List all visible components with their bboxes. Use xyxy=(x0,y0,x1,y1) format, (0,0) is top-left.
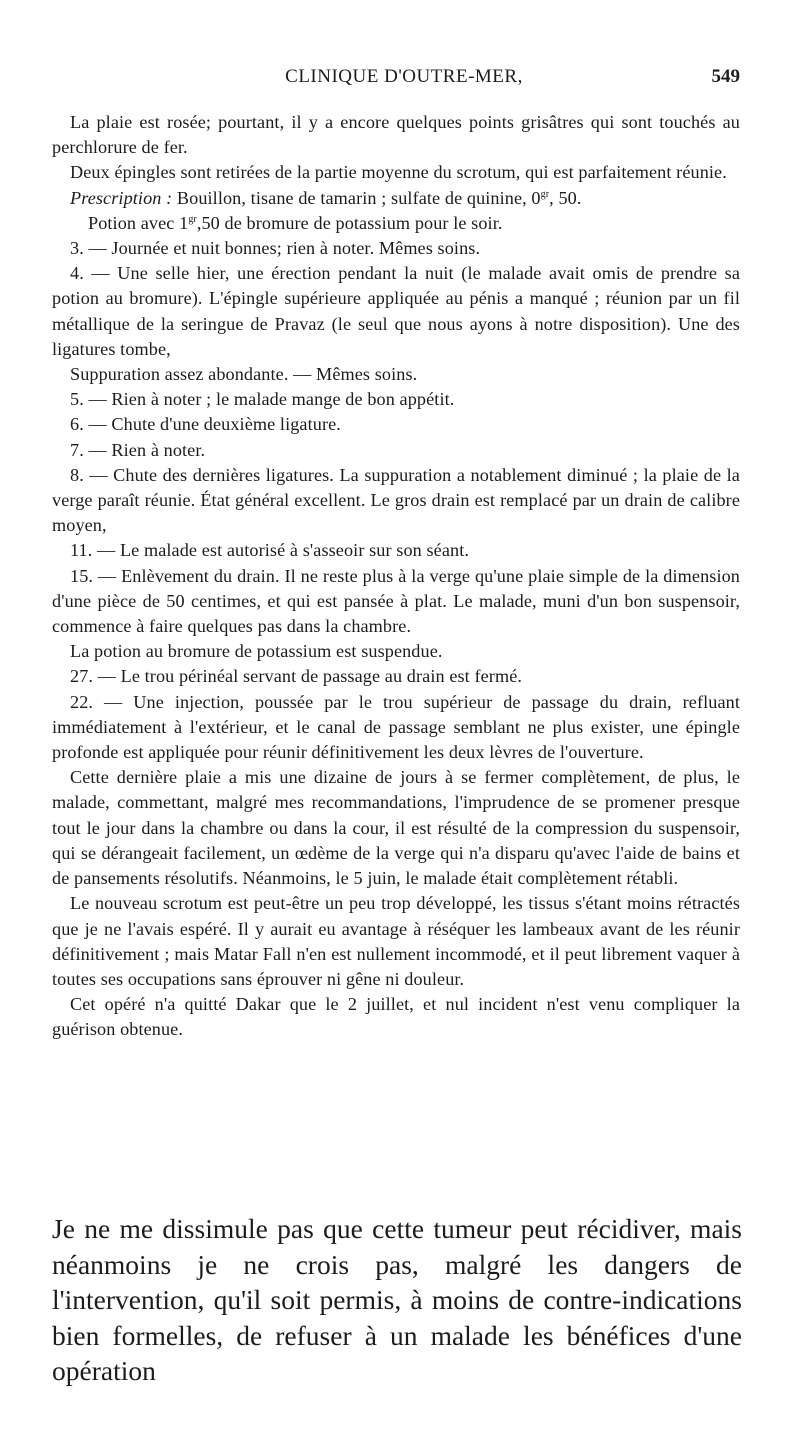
unit-superscript: gr xyxy=(188,213,197,225)
paragraph: Suppuration assez abondante. — Mêmes soins. xyxy=(70,364,418,385)
body-text xyxy=(52,110,740,1043)
paragraph: 27. — Le trou périnéal servant de passage au drain est fermé. xyxy=(70,666,523,687)
prescription-paragraph xyxy=(52,186,740,211)
paragraph: Deux épingles sont retirées de la partie moyenne du scrotum, qui est parfaitement réunie. xyxy=(70,162,727,183)
paragraph: La potion au bromure de potassium est suspendue. xyxy=(70,641,443,662)
running-title: CLINIQUE D'OUTRE-MER, xyxy=(285,66,523,87)
paragraph: 22. — Une injection, poussée par le trou supérieur de passage du drain, refluant immédiatement à l'extérieur, et le canal de passage semblant ne plus exister, une épingle profonde est appliquée pour réunir définitivement les deux lèvres de l'ouverture. xyxy=(52,691,740,763)
prescription-label: Prescription : xyxy=(70,187,173,208)
paragraph: 7. — Rien à noter. xyxy=(70,439,206,460)
closing-paragraph: Je ne me dissimule pas que cette tumeur peut récidiver, mais néanmoins je ne crois pas, malgré les dangers de l'intervention, qu'il soit permis, à moins de contre-indications bien formelles, de refuser à un malade les bénéfices d'une opération xyxy=(52,1213,742,1386)
paragraph: Cet opéré n'a quitté Dakar que le 2 juillet, et nul incident n'est venu compliquer la guérison obtenue. xyxy=(52,994,740,1040)
paragraph: Le nouveau scrotum est peut-être un peu trop développé, les tissus s'étant moins rétractés que je ne l'avais espéré. Il y aurait eu avantage à réséquer les lambeaux avant de les réunir définitivement ; mais Matar Fall n'en est nullement incommodé, et il peut librement vaquer à toutes ses occupations sans éprouver ni gêne ni douleur. xyxy=(52,893,740,989)
prescription-text: Bouillon, tisane de tamarin ; sulfate de quinine, 0 xyxy=(172,187,541,208)
paragraph: 5. — Rien à noter ; le malade mange de bon appétit. xyxy=(70,389,455,410)
prescription-text-end: , 50. xyxy=(549,187,582,208)
closing-text xyxy=(52,1211,742,1389)
paragraph: 3. — Journée et nuit bonnes; rien à noter. Mêmes soins. xyxy=(70,238,481,259)
paragraph: La plaie est rosée; pourtant, il y a encore quelques points grisâtres qui sont touchés au perchlorure de fer. xyxy=(52,112,740,158)
potion-text: Potion avec 1 xyxy=(88,212,189,233)
paragraph: 15. — Enlèvement du drain. Il ne reste plus à la verge qu'une plaie simple de la dimension d'une pièce de 50 centimes, et qui est pansée à plat. Le malade, muni d'un bon suspensoir, commence à faire quelques pas dans la chambre. xyxy=(52,565,740,637)
potion-paragraph xyxy=(52,211,740,236)
paragraph: 11. — Le malade est autorisé à s'asseoir sur son séant. xyxy=(70,540,470,561)
unit-superscript: gr xyxy=(540,188,550,200)
paragraph: 6. — Chute d'une deuxième ligature. xyxy=(70,414,341,435)
potion-text-end: ,50 de bromure de potassium pour le soir. xyxy=(196,212,503,233)
page-header xyxy=(68,66,740,92)
paragraph: 8. — Chute des dernières ligatures. La suppuration a notablement diminué ; la plaie de la verge paraît réunie. État général excellent. Le gros drain est remplacé par un drain de calibre moyen, xyxy=(52,464,740,536)
paragraph: 4. — Une selle hier, une érection pendant la nuit (le malade avait omis de prendre sa potion au bromure). L'épingle supérieure appliquée au pénis a manqué ; réunion par un fil métallique de la seringue de Pravaz (le seul que nous ayons à notre disposition). Une des ligatures tombe, xyxy=(52,263,740,359)
paragraph: Cette dernière plaie a mis une dizaine de jours à se fermer complètement, de plus, le malade, commettant, malgré mes recommandations, l'imprudence de se promener presque tout le jour dans la chambre ou dans la cour, il est résulté de la compression du suspensoir, qui se dérangeait facilement, un œdème de la verge qui n'a disparu qu'avec l'aide de bains et de pansements résolutifs. Néanmoins, le 5 juin, le malade était complètement rétabli. xyxy=(52,767,740,889)
page-number: 549 xyxy=(711,66,740,87)
